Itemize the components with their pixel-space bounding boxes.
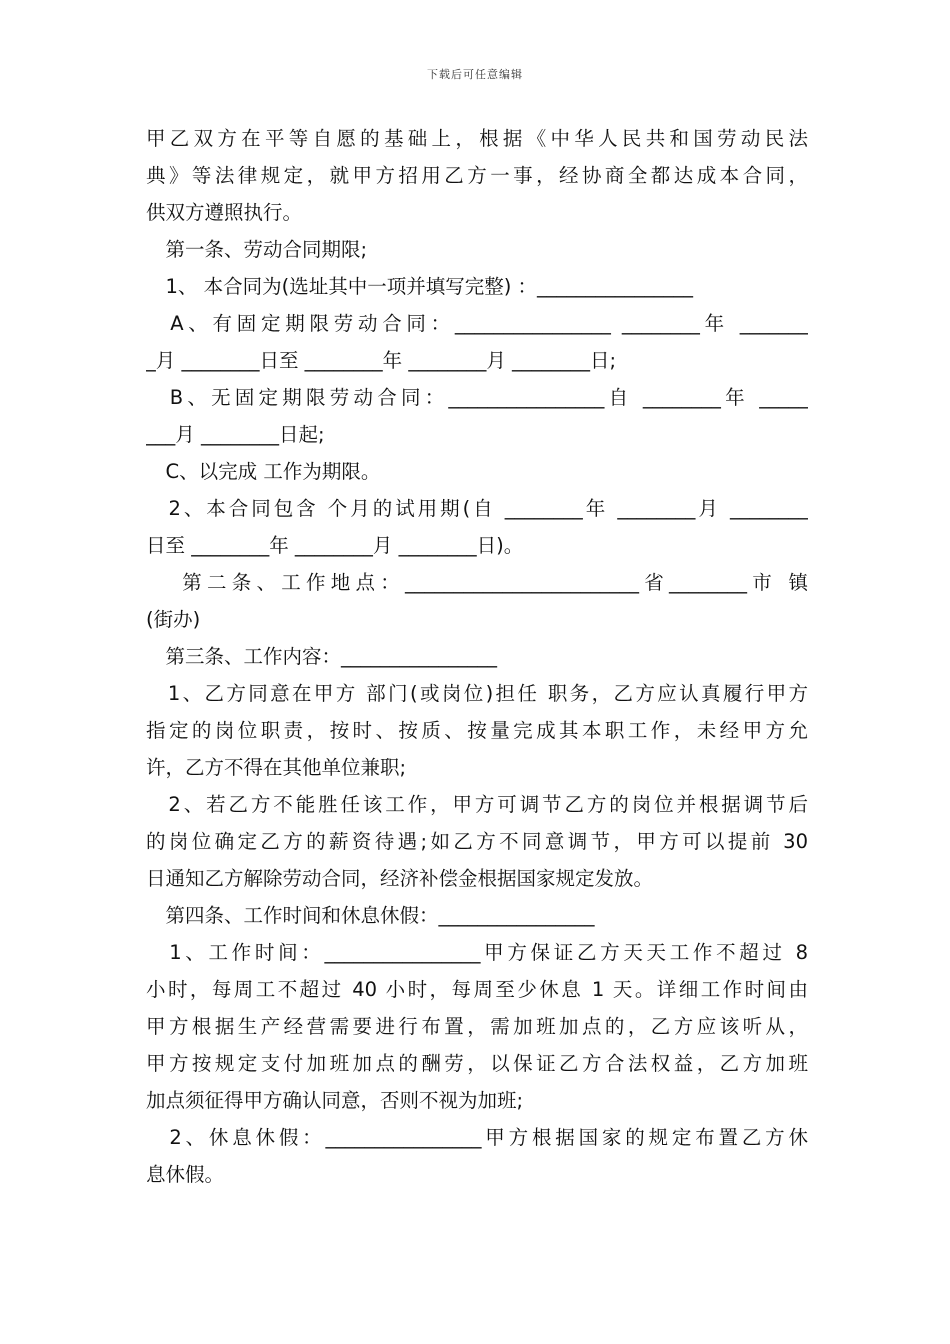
text-line: 的岗位确定乙方的薪资待遇;如乙方不同意调节，甲方可以提前 30 [146, 830, 808, 853]
section-heading: 第三条、工作内容：________________ [146, 645, 498, 668]
text-line: 1、乙方同意在甲方 部门(或岗位)担任 职务，乙方应认真履行甲方 [146, 682, 808, 705]
section-heading: 第一条、劳动合同期限; [146, 238, 368, 261]
text-line: 2、若乙方不能胜任该工作，甲方可调节乙方的岗位并根据调节后 [146, 793, 808, 816]
page-header: 下载后可任意编辑 [427, 68, 523, 81]
text-line: 1、工作时间：________________甲方保证乙方天天工作不超过 8 [146, 941, 808, 964]
section-heading: 第四条、工作时间和休息休假：________________ [146, 904, 595, 927]
text-line: 日至 ________年 ________月 ________日)。 [146, 534, 524, 557]
text-line: 加点须征得甲方确认同意，否则不视为加班; [146, 1089, 524, 1112]
text-line: 甲方根据生产经营需要进行布置，需加班加点的，乙方应该听从， [146, 1015, 808, 1038]
text-line: B、无固定期限劳动合同：________________自 ________年 _____ [146, 386, 808, 409]
document-body [146, 120, 808, 1193]
text-line: 日通知乙方解除劳动合同，经济补偿金根据国家规定发放。 [146, 867, 654, 890]
text-line: 典》等法律规定，就甲方招用乙方一事，经协商全都达成本合同， [146, 164, 808, 187]
text-line: 2、休息休假：________________甲方根据国家的规定布置乙方休 [146, 1126, 808, 1149]
text-line: C、以完成 工作为期限。 [146, 460, 381, 483]
text-line: ___月 ________日起; [146, 423, 325, 446]
text-line: 甲方按规定支付加班加点的酬劳，以保证乙方合法权益，乙方加班 [146, 1052, 808, 1075]
text-line: 供双方遵照执行。 [146, 201, 303, 224]
text-line: A、有固定期限劳动合同：________________ ________年 _______ [146, 312, 808, 335]
text-line: 2、本合同包含 个月的试用期(自 ________年 ________月 ________ [146, 497, 808, 520]
text-line: 许，乙方不得在其他单位兼职; [146, 756, 407, 779]
text-line: _月 ________日至 ________年 ________月 ________日; [146, 349, 617, 372]
section-heading: 第二条、工作地点：________________________省________市 镇 [146, 571, 808, 594]
text-line: 息休假。 [146, 1163, 225, 1186]
text-line: 1、 本合同为(选址其中一项并填写完整) ：________________ [146, 275, 694, 298]
text-line: 小时，每周工不超过 40 小时，每周至少休息 1 天。详细工作时间由 [146, 978, 808, 1001]
text-line: 指定的岗位职责，按时、按质、按量完成其本职工作，未经甲方允 [146, 719, 808, 742]
text-line: (街办) [146, 608, 201, 631]
text-line: 甲乙双方在平等自愿的基础上，根据《中华人民共和国劳动民法 [146, 127, 808, 150]
